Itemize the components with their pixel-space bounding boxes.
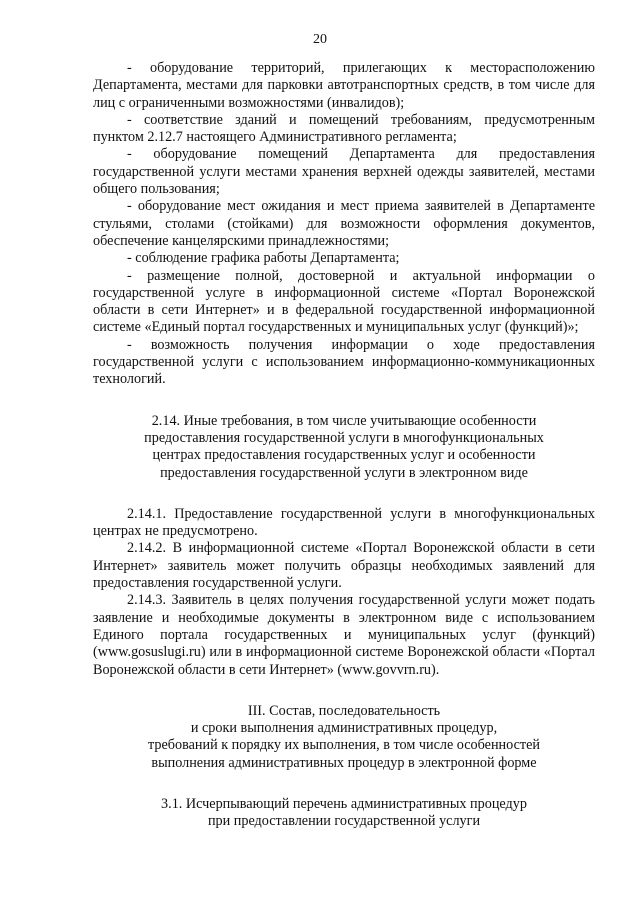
heading-line: при предоставлении государственной услуги [207,813,481,830]
heading-line: центрах предоставления государственных услуг и особенности [152,447,536,464]
page-content [93,60,595,831]
list-item: - соблюдение графика работы Департамента; [127,250,400,267]
paragraph-2-14-3: 2.14.3. Заявитель в целях получения государственной услуги может подать заявление и необходимые документы в электронном виде с использованием Единого портала государственных и муниципальных услуг (функций) (www.gosuslugi.ru) или в информационной системе Воронежской области «Портал Воронежской области в сети Интернет» (www.govvrn.ru). [93,592,595,678]
list-item: - возможность получения информации о ходе предоставления государственной услуги с использованием информационно-коммуникационных технологий. [93,336,595,388]
heading-line: 3.1. Исчерпывающий перечень административных процедур [161,795,527,812]
paragraph-2-14-1: 2.14.1. Предоставление государственной услуги в многофункциональных центрах не предусмотрено. [93,505,595,540]
list-item: - соответствие зданий и помещений требованиям, предусмотренным пунктом 2.12.7 настоящего Административного регламента; [93,111,595,146]
section-2-14-heading [93,413,595,482]
paragraph-2-14-2: 2.14.2. В информационной системе «Портал Воронежской области в сети Интернет» заявитель может получить образцы необходимых заявлений для предоставления государственной услуги. [93,540,595,592]
heading-line: предоставления государственной услуги в многофункциональных [144,429,544,446]
heading-line: 2.14. Иные требования, в том числе учитывающие особенности [151,412,537,429]
list-item: - оборудование помещений Департамента для предоставления государственной услуги местами хранения верхней одежды заявителей, местами общего пользования; [93,146,595,198]
page-number: 20 [313,32,327,47]
heading-line: и сроки выполнения административных процедур, [190,720,498,737]
heading-line: предоставления государственной услуги в электронном виде [160,464,528,481]
section-3-heading [93,703,595,772]
section-3-1-heading [93,796,595,831]
list-item: - оборудование мест ожидания и мест приема заявителей в Департаменте стульями, столами (стойками) для возможности оформления документов, обеспечение канцелярскими принадлежностями; [93,198,595,249]
heading-line: III. Состав, последовательность [247,702,441,719]
list-item: - размещение полной, достоверной и актуальной информации о государственной услуге в информационной системе «Портал Воронежской области в сети Интернет» и в федеральной государственной информационной системе «Единый портал государственных и муниципальных услуг (функций)»; [93,267,595,336]
list-item: - оборудование территорий, прилегающих к месторасположению Департамента, местами для парковки автотранспортных средств, в том числе для лиц с ограниченными возможностями (инвалидов); [93,60,595,111]
heading-line: выполнения административных процедур в электронной форме [151,754,537,771]
heading-line: требований к порядку их выполнения, в том числе особенностей [148,737,540,754]
